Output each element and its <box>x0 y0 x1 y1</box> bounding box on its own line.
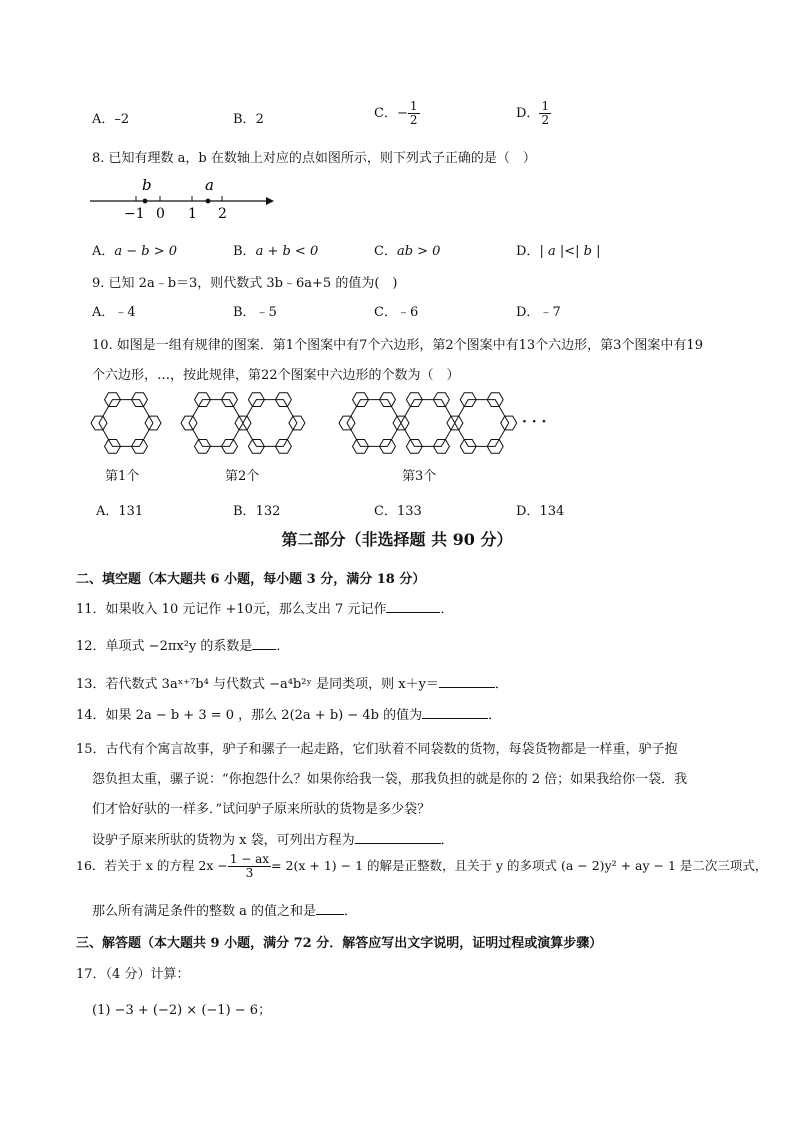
q11: 11．如果收入 10 元记作 +10元，那么支出 7 元记作 ． <box>76 602 454 617</box>
q8-option-d: D．| a |<| b | <box>516 244 601 259</box>
q17-part1: (1) −3 + (−2) × (−1) − 6； <box>92 1003 272 1018</box>
q15-line4: 设驴子原来所驮的货物为 x 袋，可列出方程为 ． <box>92 833 454 848</box>
q10-stem-line1: 10. 如图是一组有规律的图案．第1个图案中有7个六边形，第2个图案中有13个六边形，第3个图案中有19 <box>92 338 703 353</box>
q9-stem: 9. 已知 2a﹣b＝3，则代数式 3b﹣6a+5 的值为( ) <box>92 276 398 291</box>
label-a: a <box>205 176 214 194</box>
q15-line3: 们才恰好驮的一样多．”试问驴子原来所驮的货物是多少袋？ <box>92 802 431 817</box>
caption-pattern-3: 第3个 <box>402 469 437 484</box>
tick-label-2: 2 <box>218 206 227 222</box>
q14: 14．如果 2a − b + 3 = 0 ，那么 2(2a + b) − 4b 的值为 ． <box>76 708 502 723</box>
caption-pattern-2: 第2个 <box>225 469 260 484</box>
q7-option-b: B．2 <box>233 112 264 127</box>
q11-blank[interactable] <box>386 612 440 613</box>
tick-label-0: 0 <box>156 206 165 222</box>
q10-option-b: B．132 <box>233 504 281 519</box>
q8-option-c: C．ab > 0 <box>374 244 441 259</box>
section3-title: 三、解答题（本大题共 9 小题，满分 72 分．解答应写出文字说明，证明过程或演算步骤） <box>76 936 603 951</box>
q8-stem: 8. 已知有理数 a，b 在数轴上对应的点如图所示，则下列式子正确的是（ ） <box>92 151 536 166</box>
q16-line2: 那么所有满足条件的整数 a 的值之和是 ． <box>92 904 358 919</box>
tick-label-neg1: −1 <box>124 206 145 222</box>
q9-option-c: C．﹣6 <box>374 305 419 320</box>
q8-option-b: B．a + b < 0 <box>233 244 319 259</box>
hexagon-pattern-figure <box>88 393 568 453</box>
q13-blank[interactable] <box>439 687 495 688</box>
q8-option-a: A．a − b > 0 <box>92 244 178 259</box>
q10-stem-line2: 个六边形，…，按此规律，第22个图案中六边形的个数为（ ） <box>92 368 460 383</box>
point-a <box>206 199 211 204</box>
caption-pattern-1: 第1个 <box>105 469 140 484</box>
q16-line1: 16．若关于 x 的方程 2x − $\frac{1 - ax}{3}$ = 2(x + 1) − 1 的解是正整数，且关于 y 的多项式 (a − 2)y² + ay − 1 是二次三项式， <box>76 852 768 881</box>
q7-option-d: D． $\frac{1}{2}$ <box>516 99 550 128</box>
q15-blank[interactable] <box>355 843 441 844</box>
q7-option-c: C．− $\frac{1}{2}$ <box>374 99 418 128</box>
q9-option-b: B．﹣5 <box>233 305 277 320</box>
q17-stem: 17．（4 分）计算： <box>76 967 190 982</box>
q13: 13．若代数式 3aˣ⁺⁷b⁴ 与代数式 −a⁴b²ʸ 是同类项，则 x＋y＝ ． <box>76 677 508 692</box>
label-b: b <box>142 176 152 194</box>
section2-title: 二、填空题（本大题共 6 小题，每小题 3 分，满分 18 分） <box>76 572 426 587</box>
q15-line2: 怨负担太重，骡子说：“你抱怨什么？如果你给我一袋，那我负担的就是你的 2 倍；如果我给你一袋．我 <box>92 772 688 787</box>
q15-line1: 15．古代有个寓言故事，驴子和骡子一起走路，它们驮着不同袋数的货物，每袋货物都是一样重，驴子抱 <box>76 742 678 757</box>
q10-option-a: A．131 <box>96 504 144 519</box>
q7-option-a: A．–2 <box>92 112 130 127</box>
q10-option-c: C．133 <box>374 504 422 519</box>
q9-option-a: A．﹣4 <box>92 305 136 320</box>
q12: 12．单项式 −2πx²y 的系数是 ． <box>76 639 290 654</box>
number-line-figure <box>88 175 288 225</box>
part2-title: 第二部分（非选择题 共 90 分） <box>281 530 513 549</box>
q16-blank[interactable] <box>316 914 344 915</box>
tick-label-1: 1 <box>188 206 197 222</box>
q10-option-d: D．134 <box>516 504 565 519</box>
q14-blank[interactable] <box>422 718 488 719</box>
q12-blank[interactable] <box>252 649 276 650</box>
axis-arrow-icon <box>266 197 274 205</box>
q9-option-d: D．﹣7 <box>516 305 561 320</box>
pattern-ellipsis: · · · <box>522 414 547 430</box>
point-b <box>143 199 148 204</box>
